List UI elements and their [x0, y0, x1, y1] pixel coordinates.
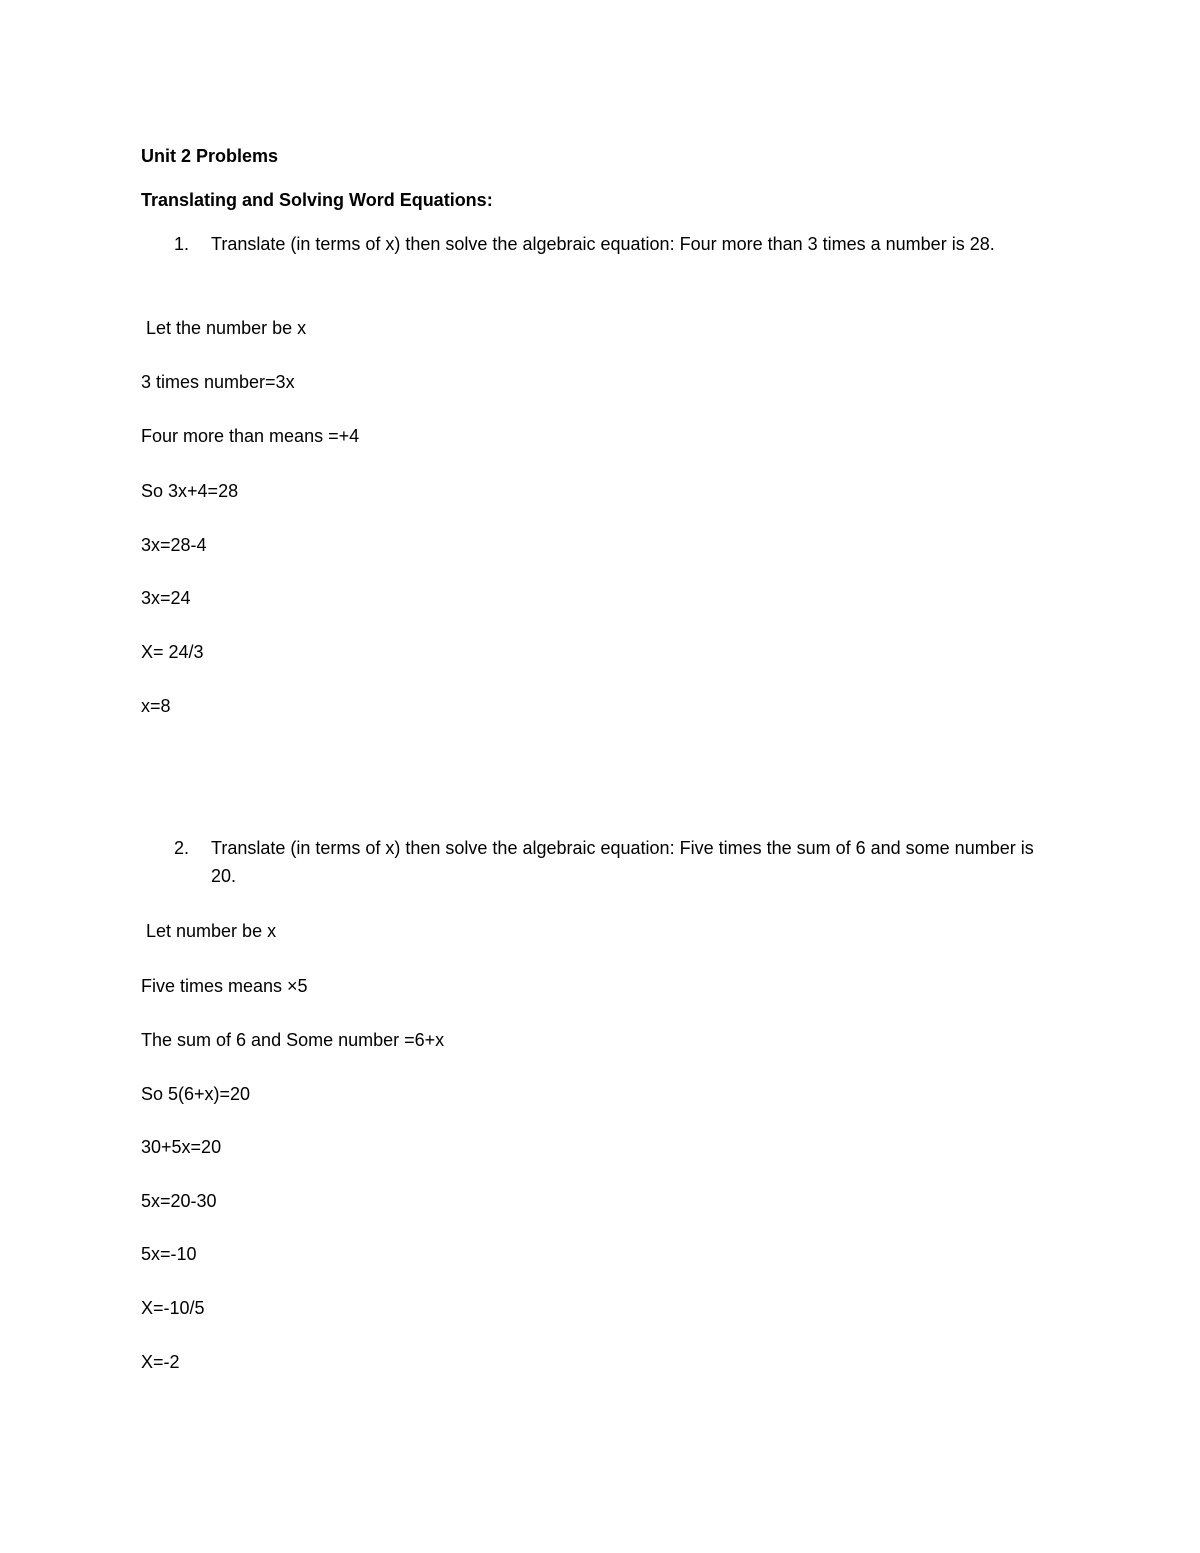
q1-step: Four more than means =+4	[141, 426, 360, 446]
question-1-number: 1.	[174, 234, 190, 254]
q1-step: So 3x+4=28	[141, 481, 239, 501]
question-1-prompt: Translate (in terms of x) then solve the algebraic equation: Four more than 3 times a number is 28.	[211, 234, 995, 254]
q1-step: x=8	[141, 696, 171, 716]
q1-step: Let the number be x	[146, 318, 307, 338]
q2-step: 30+5x=20	[141, 1137, 222, 1157]
question-2-prompt: Translate (in terms of x) then solve the algebraic equation: Five times the sum of 6 and some number is 20.	[211, 838, 1034, 886]
q1-step: 3x=28-4	[141, 535, 207, 555]
q2-step: 5x=-10	[141, 1244, 197, 1264]
question-2-number: 2.	[174, 838, 190, 858]
q1-step: X= 24/3	[141, 642, 204, 662]
section-heading: Translating and Solving Word Equations:	[141, 190, 493, 210]
q2-step: X=-2	[141, 1352, 180, 1372]
q2-step: The sum of 6 and Some number =6+x	[141, 1030, 445, 1050]
q2-step: Five times means ×5	[141, 976, 308, 996]
q2-step: X=-10/5	[141, 1298, 205, 1318]
q2-step: So 5(6+x)=20	[141, 1084, 251, 1104]
q2-step: 5x=20-30	[141, 1191, 217, 1211]
q2-step: Let number be x	[146, 921, 277, 941]
document-title: Unit 2 Problems	[141, 146, 279, 166]
q1-step: 3 times number=3x	[141, 372, 295, 392]
q1-step: 3x=24	[141, 588, 191, 608]
